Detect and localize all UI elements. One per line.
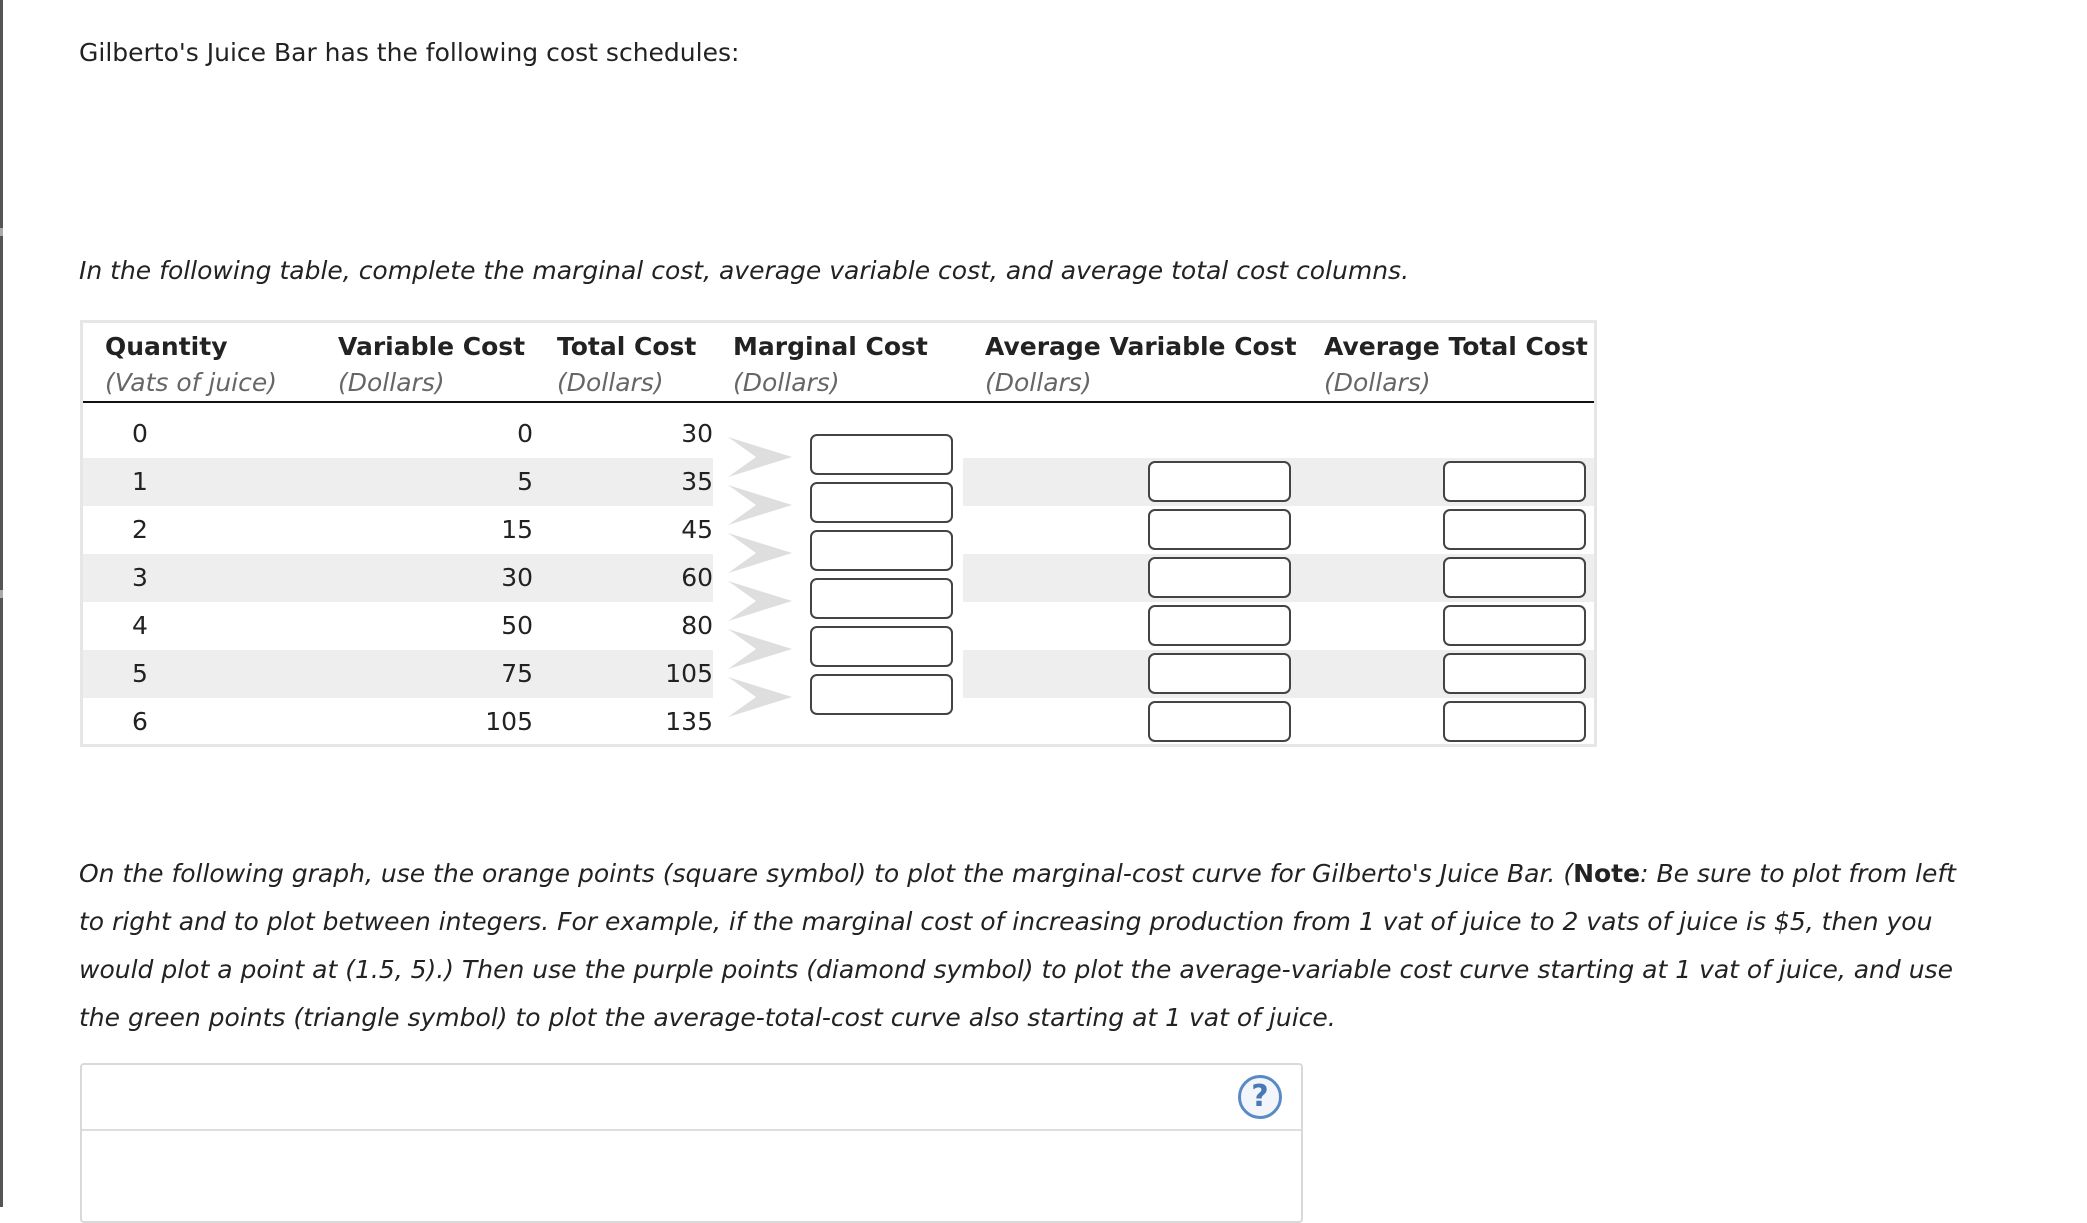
average-variable-cost-input[interactable] [1148, 557, 1291, 598]
total-cost-cell: 135 [665, 707, 713, 736]
marginal-cost-input[interactable] [810, 434, 953, 475]
row-transition-arrow-icon [726, 433, 796, 481]
quantity-cell: 1 [132, 467, 148, 496]
total-cost-cell: 35 [681, 467, 713, 496]
average-variable-cost-input[interactable] [1148, 461, 1291, 502]
header-total-cost: Total Cost (Dollars) [557, 332, 697, 397]
variable-cost-cell: 30 [501, 563, 533, 592]
marginal-cost-input[interactable] [810, 482, 953, 523]
graph-instruction: On the following graph, use the orange points (square symbol) to plot the marginal-cost curve for Gilberto's Juice Bar. (Note: Be sure to plot from left to right and to plot between integers. For example, if the marginal cost of increasing production from 1 vat of juice to 2 vats of juice is $5, then you would plot a point at (1.5, 5).) Then use the purple points (diamond symbol) to plot the average-variable cost curve starting at 1 vat of juice, and use the green points (triangle symbol) to plot the average-total-cost curve also starting at 1 vat of juice. [79, 859, 1956, 1032]
quantity-cell: 2 [132, 515, 148, 544]
variable-cost-cell: 0 [517, 419, 533, 448]
quantity-cell: 3 [132, 563, 148, 592]
header-average-variable-cost: Average Variable Cost (Dollars) [985, 332, 1297, 397]
variable-cost-cell: 75 [501, 659, 533, 688]
note-label: Note [1573, 859, 1641, 888]
average-total-cost-input[interactable] [1443, 461, 1586, 502]
row-transition-arrow-icon [726, 481, 796, 529]
row-transition-arrow-icon [726, 577, 796, 625]
variable-cost-cell: 50 [501, 611, 533, 640]
total-cost-cell: 80 [681, 611, 713, 640]
left-border-tick [0, 228, 3, 236]
variable-cost-cell: 15 [501, 515, 533, 544]
variable-cost-cell: 5 [517, 467, 533, 496]
marginal-cost-input[interactable] [810, 530, 953, 571]
question-mark-icon[interactable]: ? [1238, 1075, 1282, 1119]
average-variable-cost-input[interactable] [1148, 653, 1291, 694]
average-total-cost-input[interactable] [1443, 701, 1586, 742]
cost-table [80, 320, 1597, 747]
row-transition-arrow-icon [726, 673, 796, 721]
quantity-cell: 6 [132, 707, 148, 736]
header-variable-cost: Variable Cost (Dollars) [338, 332, 526, 397]
table-instruction: In the following table, complete the marginal cost, average variable cost, and average total cost columns. [79, 256, 1410, 285]
average-total-cost-input[interactable] [1443, 653, 1586, 694]
graph-panel [80, 1063, 1303, 1223]
header-average-total-cost: Average Total Cost (Dollars) [1324, 332, 1588, 397]
marginal-cost-input[interactable] [810, 578, 953, 619]
average-total-cost-input[interactable] [1443, 557, 1586, 598]
total-cost-cell: 60 [681, 563, 713, 592]
header-marginal-cost: Marginal Cost (Dollars) [733, 332, 928, 397]
average-variable-cost-input[interactable] [1148, 605, 1291, 646]
total-cost-cell: 30 [681, 419, 713, 448]
left-border [0, 0, 3, 1207]
graph-toolbar [82, 1065, 1301, 1131]
intro-text: Gilberto's Juice Bar has the following cost schedules: [79, 38, 740, 67]
marginal-cost-input[interactable] [810, 674, 953, 715]
row-transition-arrow-icon [726, 625, 796, 673]
marginal-cost-input[interactable] [810, 626, 953, 667]
total-cost-cell: 105 [665, 659, 713, 688]
left-border-tick [0, 590, 3, 598]
variable-cost-cell: 105 [485, 707, 533, 736]
total-cost-cell: 45 [681, 515, 713, 544]
header-quantity: Quantity (Vats of juice) [105, 332, 278, 397]
quantity-cell: 0 [132, 419, 148, 448]
quantity-cell: 5 [132, 659, 148, 688]
row-transition-arrow-icon [726, 529, 796, 577]
table-header [83, 323, 1594, 403]
average-total-cost-input[interactable] [1443, 605, 1586, 646]
average-total-cost-input[interactable] [1443, 509, 1586, 550]
average-variable-cost-input[interactable] [1148, 509, 1291, 550]
average-variable-cost-input[interactable] [1148, 701, 1291, 742]
quantity-cell: 4 [132, 611, 148, 640]
